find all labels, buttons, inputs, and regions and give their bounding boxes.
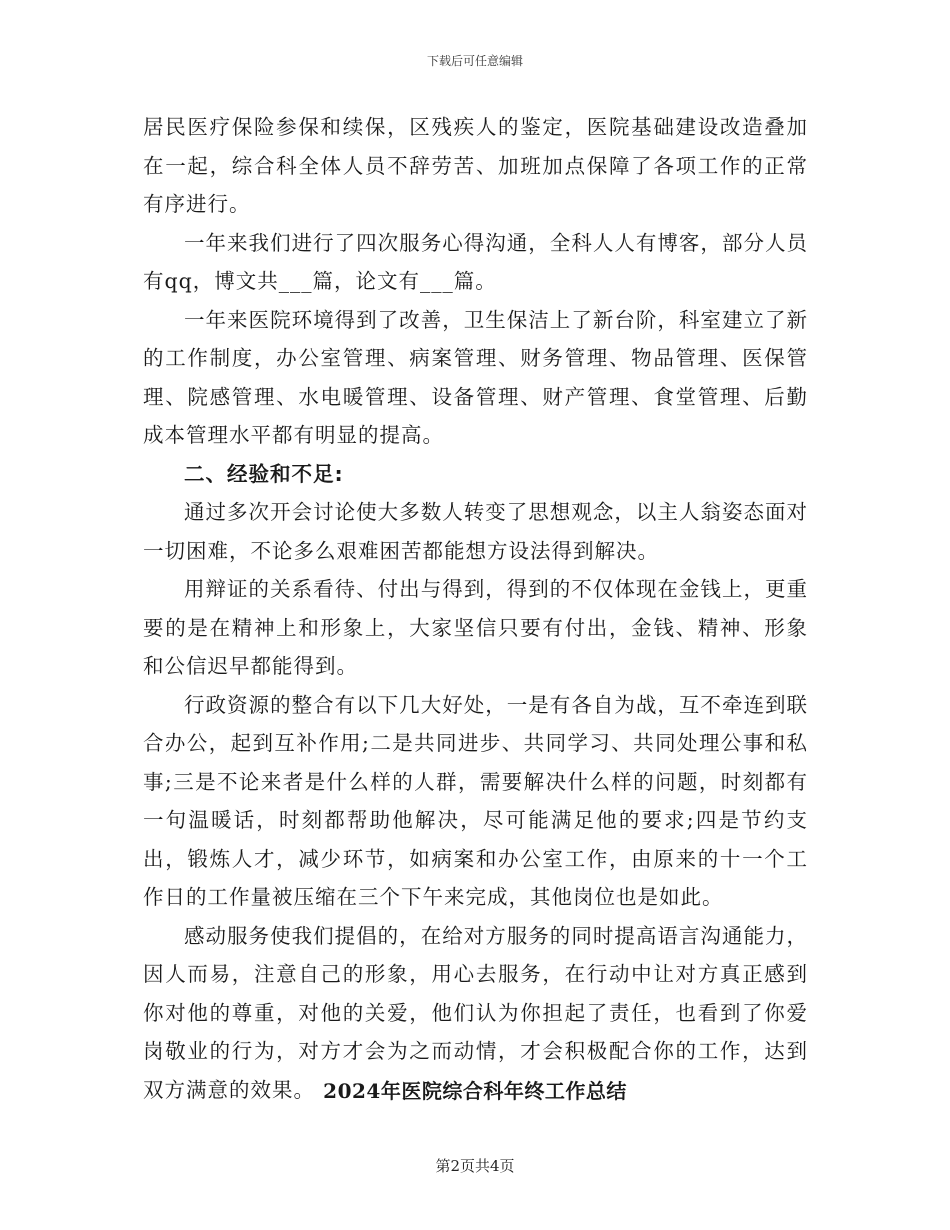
paragraph-continued: 居民医疗保险参保和续保，区残疾人的鉴定，医院基础建设改造叠加在一起，综合科全体人员不辞劳苦、加班加点保障了各项工作的正常有序进行。 <box>143 115 808 216</box>
paragraph-dialectics: 用辩证的关系看待、付出与得到，得到的不仅体现在金钱上，更重要的是在精神上和形象上，大家坚信只要有付出，金钱、精神、形象和公信迟早都能得到。 <box>143 577 808 678</box>
paragraph-communication: 一年来我们进行了四次服务心得沟通，全科人人有博客，部分人员有qq，博文共___篇，论文有___篇。 <box>143 230 808 293</box>
page-footer: 第2页共4页 <box>435 1157 515 1175</box>
paragraph-resources: 行政资源的整合有以下几大好处，一是有各自为战，互不牵连到联合办公，起到互补作用;二是共同进步、共同学习、共同处理公事和私事;三是不论来者是什么样的人群，需要解决什么样的问题，时刻都有一句温暖话，时刻都帮助他解决，尽可能满足他的要求;四是节约支出，锻炼人才，减少环节，如病案和办公室工作，由原来的十一个工作日的工作量被压缩在三个下午来完成，其他岗位也是如此。 <box>143 692 808 909</box>
document-title: 2024年医院综合科年终工作总结 <box>323 1079 627 1103</box>
paragraph-service: 感动服务使我们提倡的，在给对方服务的同时提高语言沟通能力，因人而易，注意自己的形象，用心去服务，在行动中让对方真正感到你对他的尊重，对他的关爱，他们认为你担起了责任，也看到了你爱岗敬业的行为，对方才会为之而动情，才会积极配合你的工作，达到双方满意的效果。 <box>143 923 808 1102</box>
paragraph-meetings: 通过多次开会讨论使大多数人转变了思想观念，以主人翁姿态面对一切困难，不论多么艰难困苦都能想方设法得到解决。 <box>143 500 808 563</box>
document-body <box>143 108 808 1109</box>
page-header: 下载后可任意编辑 <box>426 54 523 68</box>
paragraph-environment: 一年来医院环境得到了改善，卫生保洁上了新台阶，科室建立了新的工作制度，办公室管理、病案管理、财务管理、物品管理、医保管理、院感管理、水电暖管理、设备管理、财产管理、食堂管理、后勤成本管理水平都有明显的提高。 <box>143 307 808 447</box>
section-heading-experience: 二、经验和不足: <box>184 461 344 486</box>
